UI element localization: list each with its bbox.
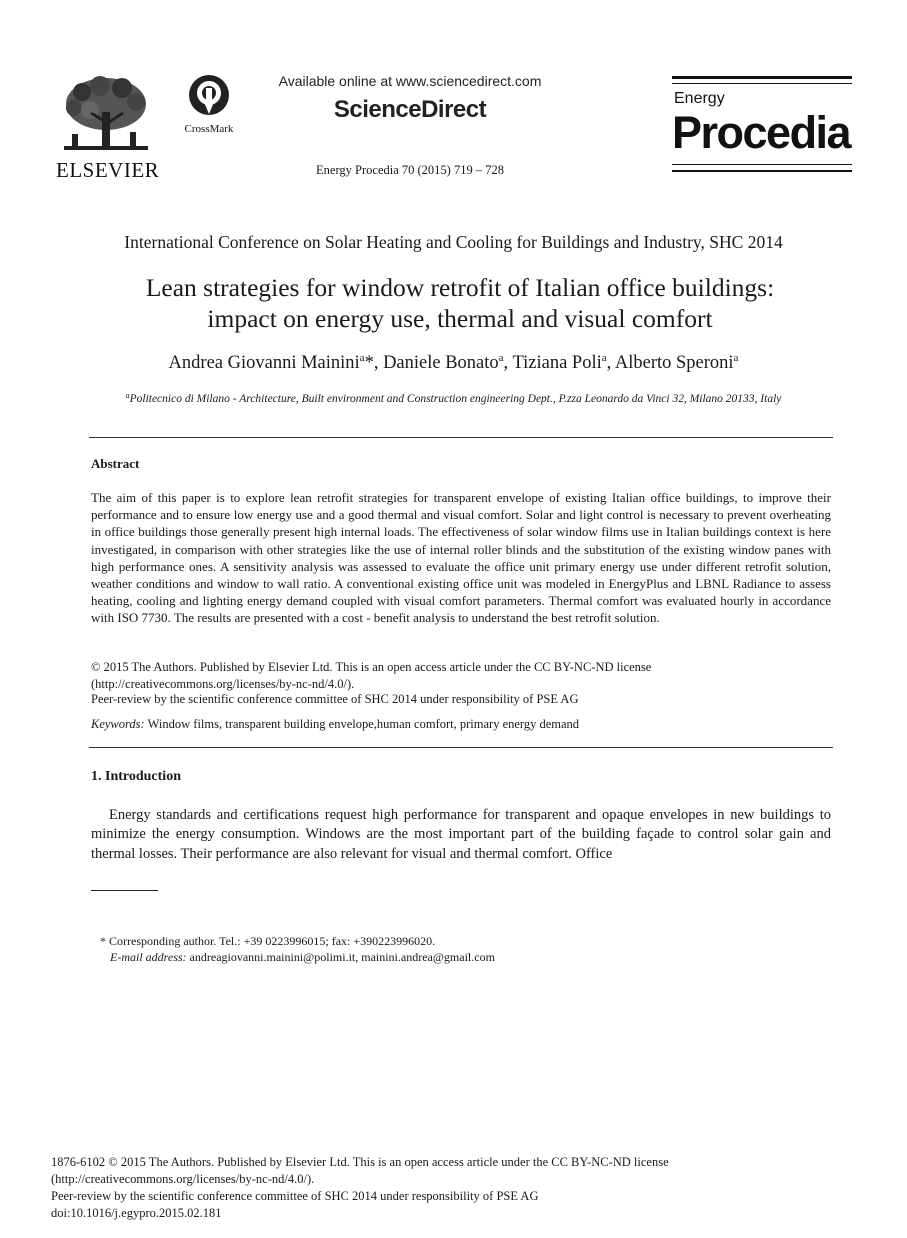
publication-info [51,1154,811,1222]
elsevier-wordmark: ELSEVIER [56,158,160,182]
author-affiliation-mark: a [359,352,365,364]
divider-top [89,437,833,438]
title-line-2: impact on energy use, thermal and visual comfort [207,304,713,333]
doi[interactable]: doi:10.1016/j.egypro.2015.02.181 [51,1206,222,1220]
email-line [100,949,800,965]
author-separator: , [606,353,615,373]
crossmark-logo[interactable] [178,74,240,136]
corresponding-author: * Corresponding author. Tel.: +39 0223996015; fax: +390223996020. [100,934,436,948]
email-addresses[interactable]: andreagiovanni.mainini@polimi.it, mainini.andrea@gmail.com [186,950,495,964]
logo-procedia-text: Procedia [672,107,851,158]
footnote-rule [91,890,158,891]
crossmark-icon [188,74,230,116]
abstract-heading: Abstract [91,456,140,471]
author-list [40,352,867,374]
author-separator: *, [364,353,384,373]
journal-reference: Energy Procedia 70 (2015) 719 – 728 [316,163,504,177]
peer-review-line: Peer-review by the scientific conference committee of SHC 2014 under responsibility of PSE AG [51,1189,539,1203]
author-affiliation-mark: a [733,352,739,364]
license-line: © 2015 The Authors. Published by Elsevier Ltd. This is an open access article under the CC BY-NC-ND license [91,660,652,674]
keywords-label: Keywords: [91,717,145,731]
affiliation [40,391,867,405]
energy-procedia-logo [672,76,852,176]
logo-rule-bottom-thin [672,164,852,165]
divider-bottom [89,747,833,748]
email-label: E-mail address: [110,950,187,964]
author-affiliation-mark: a [498,352,504,364]
logo-rule-bottom-thick [672,170,852,172]
logo-energy-text: Energy [674,90,725,107]
section-heading: 1. Introduction [91,769,181,784]
section-body: Energy standards and certifications request high performance for transparent and opaque envelopes in new buildings to minimize the energy consumption. Windows are the most important part of the building façade to control solar gain and thermal losses. Their performance are also relevant for visual and thermal comfort. Office [91,807,831,862]
issn-license-line: 1876-6102 © 2015 The Authors. Published by Elsevier Ltd. This is an open access article under the CC BY-NC-ND license [51,1155,669,1169]
author-name: Alberto Speroni [614,353,734,373]
available-online-text: Available online at www.sciencedirect.com [278,73,542,89]
paper-title [60,272,860,334]
peer-review-statement: Peer-review by the scientific conference committee of SHC 2014 under responsibility of PSE AG [91,692,579,706]
crossmark-label: CrossMark [184,123,234,135]
logo-rule-top-thick [672,76,852,79]
logo-rule-top-thin [672,83,852,84]
title-line-1: Lean strategies for window retrofit of Italian office buildings: [145,273,775,302]
elsevier-tree-icon [60,74,152,156]
elsevier-logo [56,74,160,182]
author-affiliation-mark: a [601,352,607,364]
author-separator: , [503,353,513,373]
conference-name: International Conference on Solar Heating and Cooling for Buildings and Industry, SHC 2014 [124,232,783,252]
affiliation-text: Politecnico di Milano - Architecture, Built environment and Construction engineering Dept., P.zza Leonardo da Vinci 32, Milano 20133, Italy [129,393,782,405]
keywords-text: Window films, transparent building envelope,human comfort, primary energy demand [144,717,580,731]
license-link[interactable]: (http://creativecommons.org/licenses/by-nc-nd/4.0/). [91,677,355,691]
footnote [100,933,800,965]
sciencedirect-wordmark[interactable]: ScienceDirect [333,96,487,123]
license-link[interactable]: (http://creativecommons.org/licenses/by-nc-nd/4.0/). [51,1172,315,1186]
affiliation-mark: a [125,391,130,400]
author-name: Andrea Giovanni Mainini [168,353,360,373]
author-name: Daniele Bonato [383,353,499,373]
abstract-body: The aim of this paper is to explore lean retrofit strategies for transparent envelope of existing Italian office buildings, to improve their performance and to ensure low energy use and a good thermal and visual comfort. Solar and light control is necessary to prevent overheating in office buildings those generally present high internal loads. The effectiveness of solar window films use in Italian buildings context is here investigated, in comparison with other strategies like the use of internal roller blinds and the substitution of the existing window panes with high performance ones. A sensitivity analysis was assessed to evaluate the office unit primary energy use under different retrofit solution, weather conditions and window to wall ratio. A conventional existing office unit was modeled in EnergyPlus and LBNL Radiance to assess heating, cooling and lighting energy demand coupled with visual comfort parameters. Thermal comfort was evaluated hourly in accordance with ISO 7730. The results are presented with a cost - benefit analysis to understand the best retrofit solution. [91,490,831,626]
keywords [91,717,831,732]
author-name: Tiziana Poli [512,353,602,373]
license-statement [91,659,831,693]
